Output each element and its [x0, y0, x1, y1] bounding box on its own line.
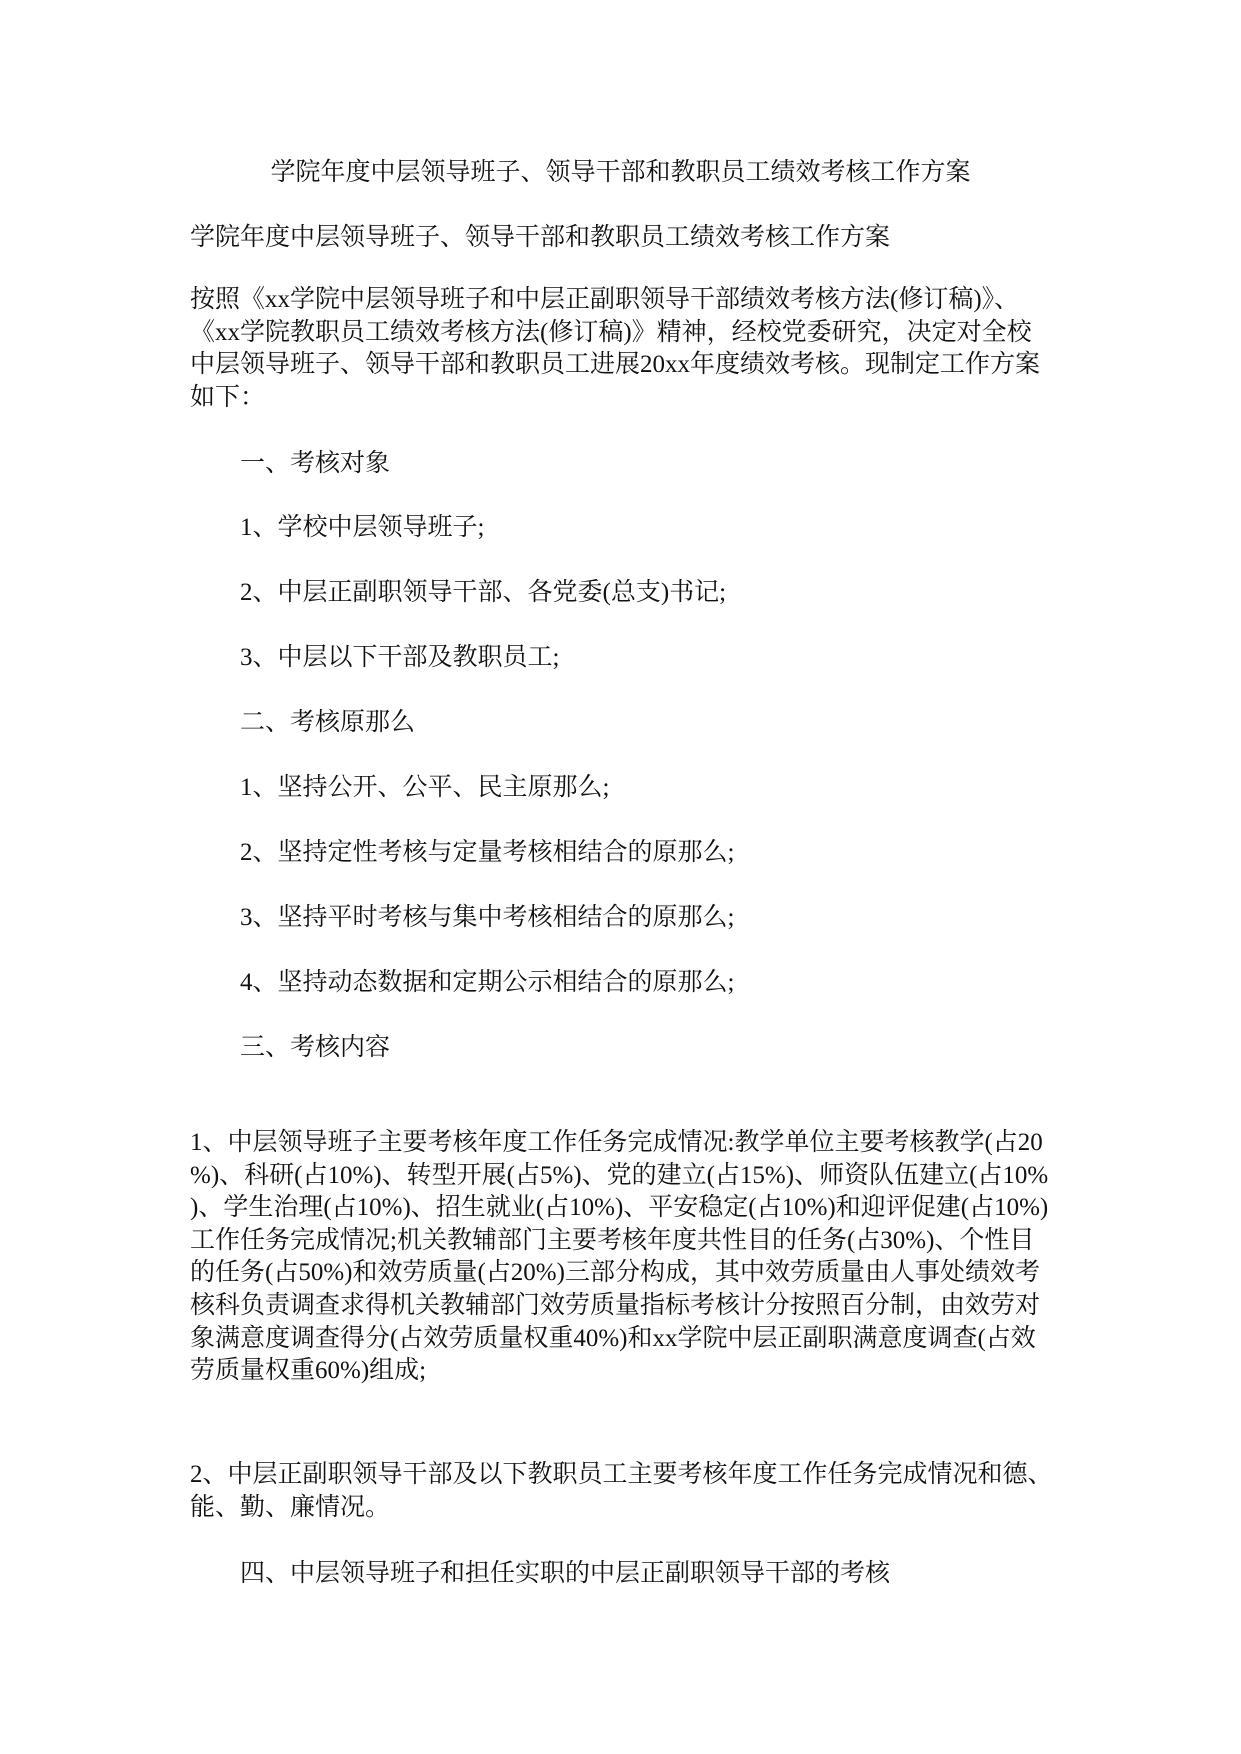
section1-heading: 一、考核对象: [240, 450, 391, 477]
paragraph-line: 2、中层正副职领导干部及以下教职员工主要考核年度工作任务完成情况和德、: [190, 1461, 1053, 1488]
paragraph-line: 象满意度调查得分(占效劳质量权重40%)和xx学院中层正副职满意度调查(占效: [190, 1324, 1036, 1352]
section2-item: 3、坚持平时考核与集中考核相结合的原那么;: [240, 904, 735, 931]
paragraph-line: 劳质量权重60%)组成;: [190, 1357, 427, 1385]
intro-paragraph: [190, 284, 1040, 414]
document-subtitle: 学院年度中层领导班子、领导干部和教职员工绩效考核工作方案: [190, 224, 891, 251]
section4-heading: 四、中层领导班子和担任实职的中层正副职领导干部的考核: [240, 1560, 891, 1587]
paragraph-line: %)、科研(占10%)、转型开展(占5%)、党的建立(占15%)、师资队伍建立(占10%: [190, 1161, 1049, 1189]
intro-line: 如下：: [190, 383, 266, 411]
paragraph-line: 能、勤、廉情况。: [190, 1493, 391, 1521]
paragraph-line: )、学生治理(占10%)、招生就业(占10%)、平安稳定(占10%)和迎评促建(占10%): [190, 1194, 1049, 1222]
section1-item: 1、学校中层领导班子;: [240, 514, 485, 541]
section1-item: 2、中层正副职领导干部、各党委(总支)书记;: [240, 579, 727, 606]
paragraph-line: 1、中层领导班子主要考核年度工作任务完成情况:教学单位主要考核教学(占20: [190, 1129, 1043, 1156]
section2-item: 4、坚持动态数据和定期公示相结合的原那么;: [240, 969, 735, 996]
section2-heading: 二、考核原那么: [240, 709, 416, 736]
section2-item: 2、坚持定性考核与定量考核相结合的原那么;: [240, 839, 735, 866]
section3-paragraph-2: [190, 1459, 1053, 1524]
section1-item: 3、中层以下干部及教职员工;: [240, 644, 560, 671]
paragraph-line: 核科负责调查求得机关教辅部门效劳质量指标考核计分按照百分制，由效劳对: [190, 1291, 1041, 1319]
paragraph-line: 工作任务完成情况;机关教辅部门主要考核年度共性目的任务(占30%)、个性目: [190, 1226, 1035, 1254]
section3-heading: 三、考核内容: [240, 1034, 391, 1061]
section3-paragraph-1: [190, 1127, 1048, 1388]
section2-item: 1、坚持公开、公平、民主原那么;: [240, 774, 610, 801]
document-title: 学院年度中层领导班子、领导干部和教职员工绩效考核工作方案: [270, 159, 971, 186]
intro-line: 《xx学院教职员工绩效考核方法(修订稿)》精神，经校党委研究，决定对全校: [190, 318, 1032, 346]
intro-line: 中层领导班子、领导干部和教职员工进展20xx年度绩效考核。现制定工作方案: [190, 351, 1041, 379]
intro-line: 按照《xx学院中层领导班子和中层正副职领导干部绩效考核方法(修订稿)》、: [190, 286, 1020, 313]
paragraph-line: 的任务(占50%)和效劳质量(占20%)三部分构成，其中效劳质量由人事处绩效考: [190, 1259, 1040, 1287]
